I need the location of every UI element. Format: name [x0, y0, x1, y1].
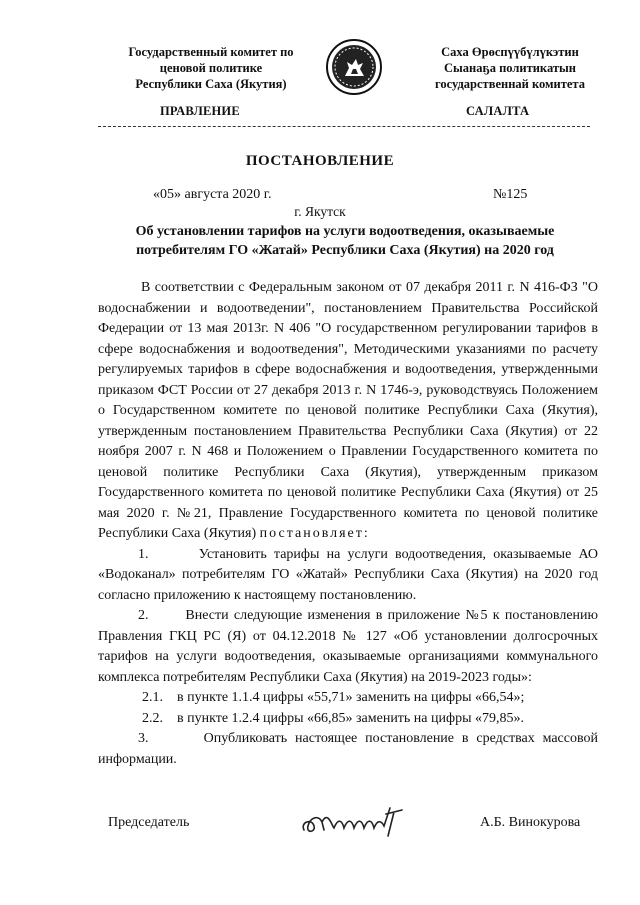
clause-3: 3. Опубликовать настоящее постановление в средствах массовой информации.	[98, 731, 598, 767]
signatory-position: Председатель	[108, 815, 190, 830]
handwritten-signature-icon	[298, 800, 413, 840]
committee-name-russian	[96, 44, 326, 92]
subject-line: потребителям ГО «Жатай» Республики Саха (Якутия) на 2020 год	[136, 243, 554, 258]
subject-line: Об установлении тарифов на услуги водоотведения, оказываемые	[135, 224, 555, 239]
committee-name-line: ценовой политике	[159, 61, 263, 75]
document-subject	[98, 222, 592, 260]
committee-name-line: Сыанаҕа политикатын	[444, 61, 576, 75]
clause-2-1: 2.1. в пункте 1.1.4 цифры «55,71» заменить на цифры «66,54»;	[142, 690, 525, 705]
clause-2: 2. Внести следующие изменения в приложение №5 к постановлению Правления ГКЦ РС (Я) от 04.12.2018 № 127 «Об установлении долгосрочных тарифов на услуги водоотведения, оказываемые организациями коммунального комплекса потребителям Республики Саха (Якутия) на 2019-2023 годы»:	[98, 608, 598, 685]
committee-name-line: Государственный комитет по	[128, 45, 294, 59]
header-divider	[98, 126, 590, 127]
document-title: ПОСТАНОВЛЕНИЕ	[245, 153, 395, 169]
document-body	[98, 278, 598, 770]
committee-name-yakut	[395, 44, 625, 92]
clause-1: 1. Установить тарифы на услуги водоотведения, оказываемые АО «Водоканал» потребителям ГО «Жатай» Республики Саха (Якутия) на 2020 год согласно приложению к настоящему постановлению.	[98, 546, 598, 603]
coat-of-arms-emblem-icon	[325, 38, 383, 96]
board-label-yakut: САЛАЛТА	[466, 104, 530, 118]
resolves-word: постановляет:	[259, 526, 370, 541]
document-city: г. Якутск	[294, 204, 346, 219]
preamble-paragraph	[98, 278, 598, 545]
committee-name-line: Республики Саха (Якутия)	[135, 77, 287, 91]
board-label-russian: ПРАВЛЕНИЕ	[160, 104, 240, 118]
signatory-name: А.Б. Винокурова	[480, 815, 581, 830]
preamble-text: В соответствии с Федеральным законом от 07 декабря 2011 г. N 416-ФЗ "О водоснабжении и водоотведении", постановлением Правительства Российской Федерации от 13 мая 2013г. N 406 "О государственном регулировании тарифов в сфере водоснабжения и водоотведения", Методическими указаниями по расчету регулируемых тарифов в сфере водоснабжения и водоотведения, утвержденными приказом ФСТ России от 27 декабря 2013 г. N 1746-э, руководствуясь Положением о Государственном комитете по ценовой политике Республики Саха (Якутия), утвержденным постановлением Правительства Республики Саха (Якутия) от 22 ноября 2007 г. N 468 и Положением о Правлении Государственного комитета по ценовой политике Республики Саха (Якутия), утвержденным приказом Государственного комитета по ценовой политике Республики Саха (Якутия) от 25 мая 2020 г. №21, Правление Государственного комитета по ценовой политике Республики Саха (Якутия)	[98, 280, 598, 541]
committee-name-line: Саха Өрөспүүбүлүкэтин	[441, 45, 579, 59]
document-number: №125	[493, 187, 528, 202]
committee-name-line: государственнай комитета	[435, 77, 585, 91]
document-date: «05» августа 2020 г.	[153, 187, 272, 202]
clause-2-2: 2.2. в пункте 1.2.4 цифры «66,85» заменить на цифры «79,85».	[142, 710, 524, 726]
